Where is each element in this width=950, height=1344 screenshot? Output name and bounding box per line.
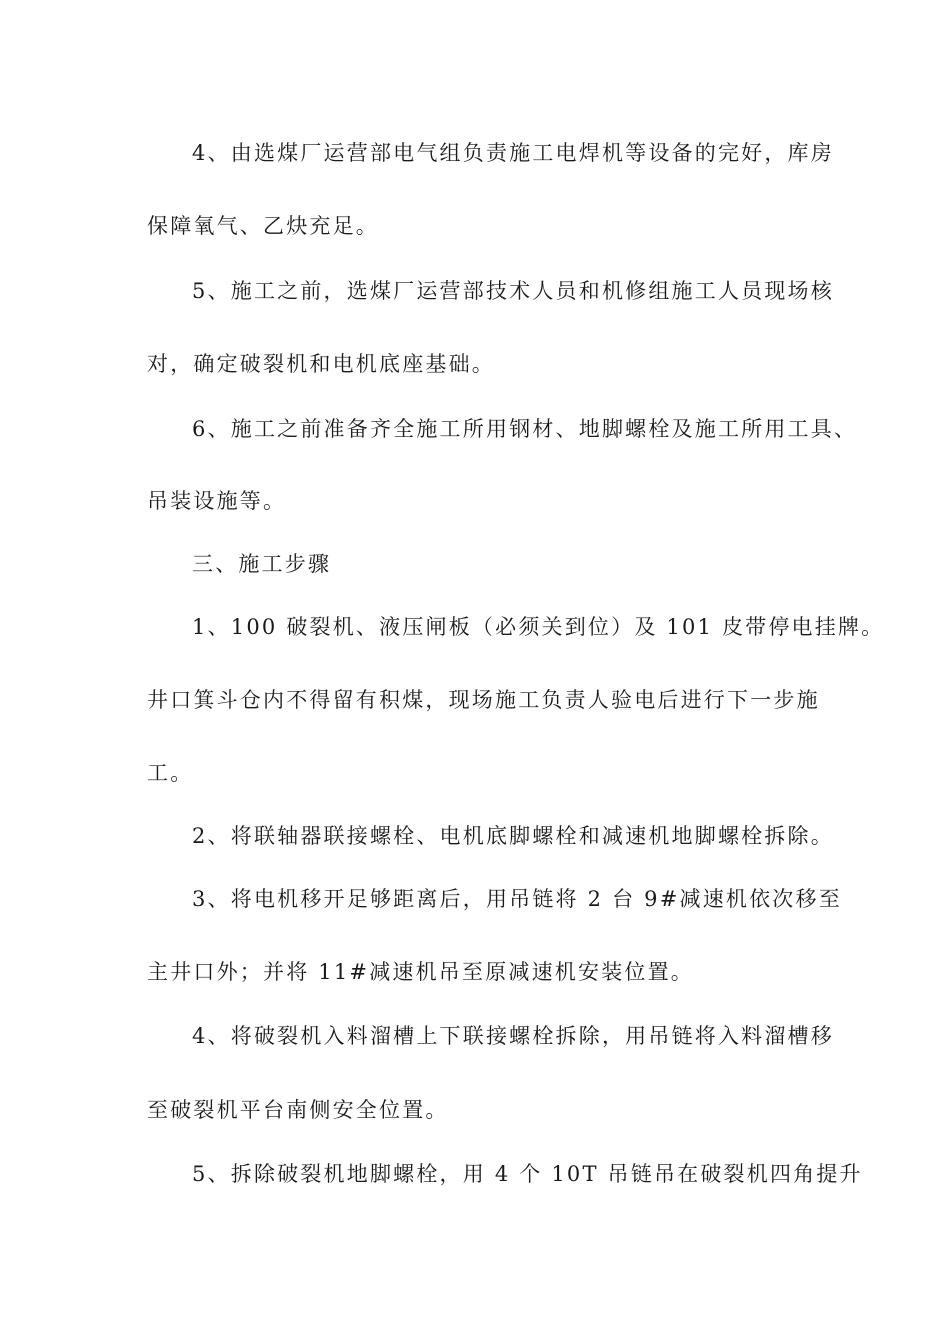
step-2-line-1: 2、将联轴器联接螺栓、电机底脚螺栓和减速机地脚螺栓拆除。 — [192, 824, 834, 848]
paragraph-5-line-1: 5、施工之前，选煤厂运营部技术人员和机修组施工人员现场核 — [192, 279, 834, 303]
step-1-line-2: 井口箕斗仓内不得留有积煤，现场施工负责人验电后进行下一步施 — [147, 688, 820, 712]
paragraph-4-line-1: 4、由选煤厂运营部电气组负责施工电焊机等设备的完好，库房 — [192, 141, 834, 165]
step-3-line-2: 主井口外；并将 11#减速机吊至原减速机安装位置。 — [147, 960, 694, 984]
step-5-line-1: 5、拆除破裂机地脚螺栓，用 4 个 10T 吊链吊在破裂机四角提升 — [192, 1162, 863, 1186]
paragraph-6-line-2: 吊装设施等。 — [147, 489, 287, 513]
paragraph-5-line-2: 对，确定破裂机和电机底座基础。 — [147, 352, 495, 376]
paragraph-4-line-2: 保障氧气、乙炔充足。 — [147, 214, 379, 238]
step-3-line-1: 3、将电机移开足够距离后，用吊链将 2 台 9#减速机依次移至 — [192, 887, 842, 911]
step-4-line-1: 4、将破裂机入料溜槽上下联接螺栓拆除，用吊链将入料溜槽移 — [192, 1024, 834, 1048]
section-heading: 三、施工步骤 — [192, 552, 332, 576]
paragraph-6-line-1: 6、施工之前准备齐全施工所用钢材、地脚螺栓及施工所用工具、 — [192, 417, 858, 441]
step-4-line-2: 至破裂机平台南侧安全位置。 — [147, 1098, 449, 1122]
step-1-line-1: 1、100 破裂机、液压闸板（必须关到位）及 101 皮带停电挂牌。 — [192, 615, 885, 639]
step-1-line-3: 工。 — [147, 761, 194, 785]
